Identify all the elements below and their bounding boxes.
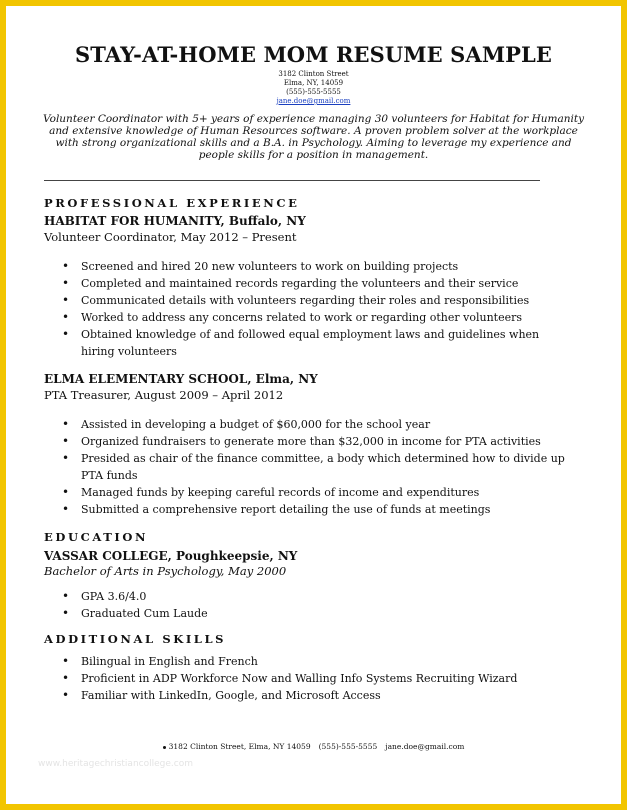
contact-email-link[interactable]: jane.doe@gmail.com xyxy=(276,97,351,105)
list-item: • Completed and maintained records regarding the volunteers and their service xyxy=(44,275,564,292)
summary-text: Volunteer Coordinator with 5+ years of experience managing 30 volunteers for Habitat for Humanity and extensive knowledge of Human Resources software. A proven problem solver at the workplace with strong organizational skills and a B.A. in Psychology. Aiming to leverage my experience and people skills for a position in management. xyxy=(43,113,584,161)
list-item: • GPA 3.6/4.0 xyxy=(44,588,564,605)
contact-city: Elma, NY, 14059 xyxy=(283,79,344,87)
list-item: • Worked to address any concerns related to work or regarding other volunteers xyxy=(44,309,564,326)
section-heading-experience: PROFESSIONAL EXPERIENCE xyxy=(44,196,300,210)
education-degree: Bachelor of Arts in Psychology, May 2000 xyxy=(44,564,287,578)
section-heading-education: EDUCATION xyxy=(44,530,149,544)
job-role-1: Volunteer Coordinator, May 2012 – Present xyxy=(44,230,297,244)
contact-street: 3182 Clinton Street xyxy=(278,70,349,78)
watermark-text: www.heritagechristiancollege.com xyxy=(38,759,193,769)
list-item: • Screened and hired 20 new volunteers to work on building projects xyxy=(44,258,564,275)
footer-phone: (555)-555-5555 xyxy=(318,742,378,751)
section-heading-skills: ADDITIONAL SKILLS xyxy=(44,632,227,646)
list-item: • Submitted a comprehensive report detailing the use of funds at meetings xyxy=(44,501,564,518)
job-org-1: HABITAT FOR HUMANITY, Buffalo, NY xyxy=(44,214,306,228)
list-item: • Proficient in ADP Workforce Now and Walling Info Systems Recruiting Wizard xyxy=(44,670,564,687)
list-item: • Organized fundraisers to generate more than $32,000 in income for PTA activities xyxy=(44,433,564,450)
list-item: • Communicated details with volunteers regarding their roles and responsibilities xyxy=(44,292,564,309)
contact-phone: (555)-555-5555 xyxy=(286,88,341,96)
job-role-2: PTA Treasurer, August 2009 – April 2012 xyxy=(44,388,284,402)
footer-email: jane.doe@gmail.com xyxy=(385,742,465,751)
list-item: • Managed funds by keeping careful records of income and expenditures xyxy=(44,484,564,501)
list-item: • Assisted in developing a budget of $60,000 for the school year xyxy=(44,416,564,433)
list-item: • Bilingual in English and French xyxy=(44,653,564,670)
list-item: • Familiar with LinkedIn, Google, and Microsoft Access xyxy=(44,687,564,704)
list-item: • Graduated Cum Laude xyxy=(44,605,564,622)
job-org-2: ELMA ELEMENTARY SCHOOL, Elma, NY xyxy=(44,372,318,386)
footer-address: 3182 Clinton Street, Elma, NY 14059 xyxy=(168,742,311,751)
list-item: • Presided as chair of the finance committee, a body which determined how to divide up PTA funds xyxy=(44,450,586,484)
resume-title: STAY-AT-HOME MOM RESUME SAMPLE xyxy=(74,42,553,67)
education-school: VASSAR COLLEGE, Poughkeepsie, NY xyxy=(44,549,298,563)
list-item: • Obtained knowledge of and followed equal employment laws and guidelines when hiring volunteers xyxy=(44,326,541,360)
